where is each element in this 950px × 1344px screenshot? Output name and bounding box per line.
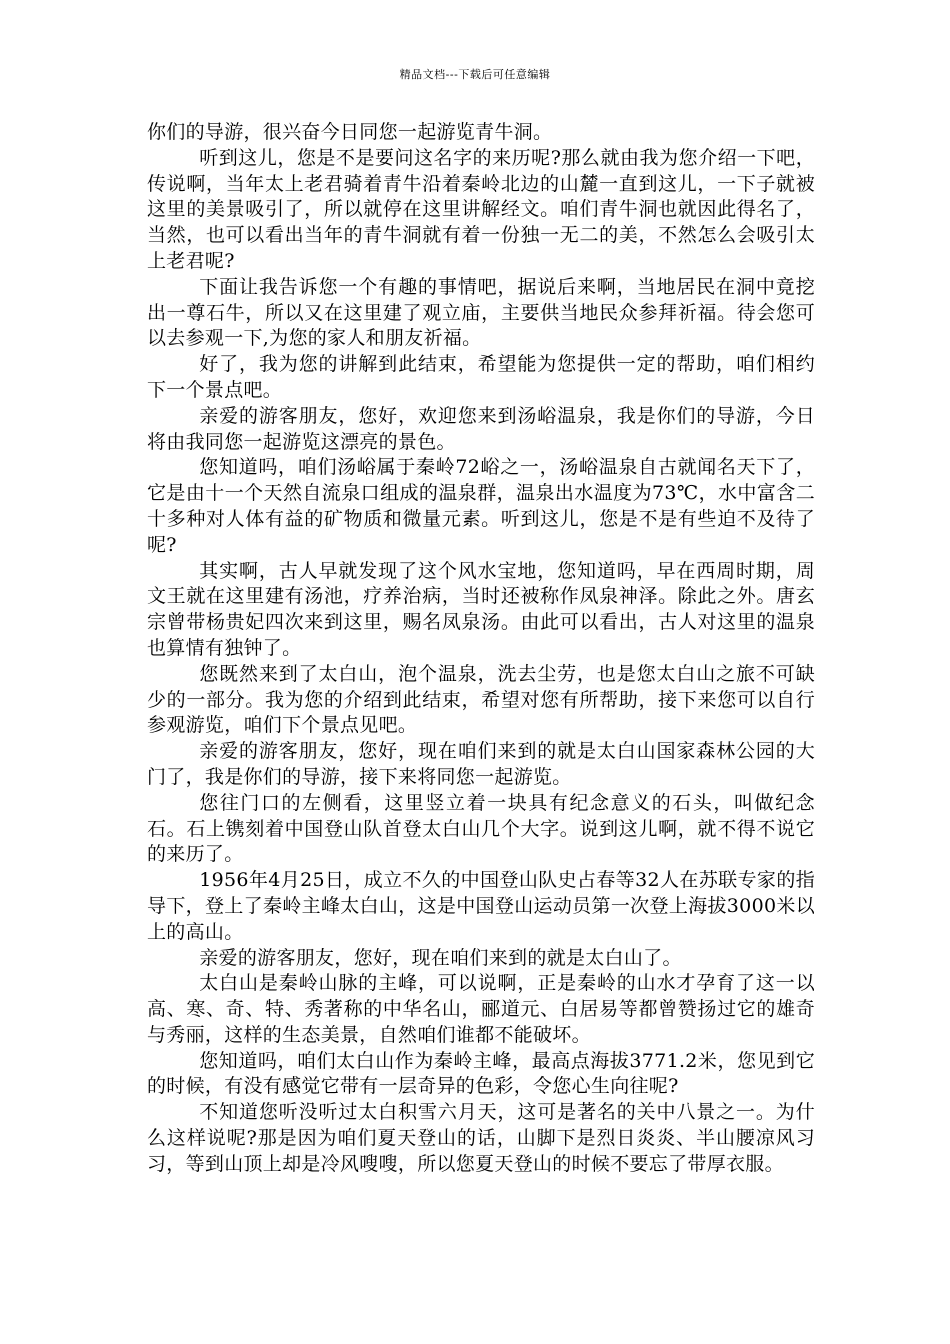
paragraph: 其实啊，古人早就发现了这个风水宝地，您知道吗，早在西周时期，周文王就在这里建有汤池，疗养治病，当时还被称作凤泉神泽。除此之外。唐玄宗曾带杨贵妃四次来到这里，赐名凤泉汤。由此可以看出，古人对这里的温泉也算情有独钟了。 xyxy=(147,559,815,659)
paragraph: 您知道吗，咱们汤峪属于秦岭72峪之一，汤峪温泉自古就闻名天下了，它是由十一个天然自流泉口组成的温泉群，温泉出水温度为73℃，水中富含二十多种对人体有益的矿物质和微量元素。听到这儿，您是不是有些迫不及待了呢? xyxy=(147,456,815,556)
paragraph: 你们的导游，很兴奋今日同您一起游览青牛洞。 xyxy=(147,121,553,143)
page-header: 精品文档---下载后可任意编辑 xyxy=(399,68,551,81)
paragraph: 亲爱的游客朋友，您好，现在咱们来到的就是太白山了。 xyxy=(199,946,682,969)
paragraph: 太白山是秦岭山脉的主峰，可以说啊，正是秦岭的山水才孕育了这一以高、寒、奇、特、秀著称的中华名山，郦道元、白居易等都曾赞扬过它的雄奇与秀丽，这样的生态美景，自然咱们谁都不能破坏。 xyxy=(147,972,815,1046)
paragraph: 下面让我告诉您一个有趣的事情吧，据说后来啊，当地居民在洞中竟挖出一尊石牛，所以又在这里建了观立庙，主要供当地民众参拜祈福。待会您可以去参观一下,为您的家人和朋友祈福。 xyxy=(147,275,815,350)
paragraph: 好了，我为您的讲解到此结束，希望能为您提供一定的帮助，咱们相约下一个景点吧。 xyxy=(147,353,815,401)
paragraph: 亲爱的游客朋友，您好，欢迎您来到汤峪温泉，我是你们的导游，今日将由我同您一起游览这漂亮的景色。 xyxy=(147,404,815,453)
paragraph: 您往门口的左侧看，这里竖立着一块具有纪念意义的石头，叫做纪念石。石上镌刻着中国登山队首登太白山几个大字。说到这儿啊，就不得不说它的来历了。 xyxy=(147,791,815,866)
paragraph: 您知道吗，咱们太白山作为秦岭主峰，最高点海拔3771.2米，您见到它的时候，有没有感觉它带有一层奇异的色彩，令您心生向往呢? xyxy=(147,1049,815,1098)
paragraph: 亲爱的游客朋友，您好，现在咱们来到的就是太白山国家森林公园的大门了，我是你们的导游，接下来将同您一起游览。 xyxy=(147,740,815,788)
paragraph: 您既然来到了太白山，泡个温泉，洗去尘劳，也是您太白山之旅不可缺少的一部分。我为您的介绍到此结束，希望对您有所帮助，接下来您可以自行参观游览，咱们下个景点见吧。 xyxy=(147,662,815,737)
paragraph: 1956年4月25日，成立不久的中国登山队史占春等32人在苏联专家的指导下，登上了秦岭主峰太白山，这是中国登山运动员第一次登上海拔3000米以上的高山。 xyxy=(147,869,815,943)
paragraph: 听到这儿，您是不是要问这名字的来历呢?那么就由我为您介绍一下吧，传说啊，当年太上老君骑着青牛沿着秦岭北边的山麓一直到这儿，一下子就被这里的美景吸引了，所以就停在这里讲解经文。咱们青牛洞也就因此得名了，当然，也可以看出当年的青牛洞就有着一份独一无二的美，不然怎么会吸引太上老君呢? xyxy=(147,146,815,272)
document-body xyxy=(147,120,815,1178)
paragraph: 不知道您听没听过太白积雪六月天，这可是著名的关中八景之一。为什么这样说呢?那是因为咱们夏天登山的话，山脚下是烈日炎炎、半山腰凉风习习，等到山顶上却是冷风嗖嗖，所以您夏天登山的时候不要忘了带厚衣服。 xyxy=(147,1101,815,1175)
